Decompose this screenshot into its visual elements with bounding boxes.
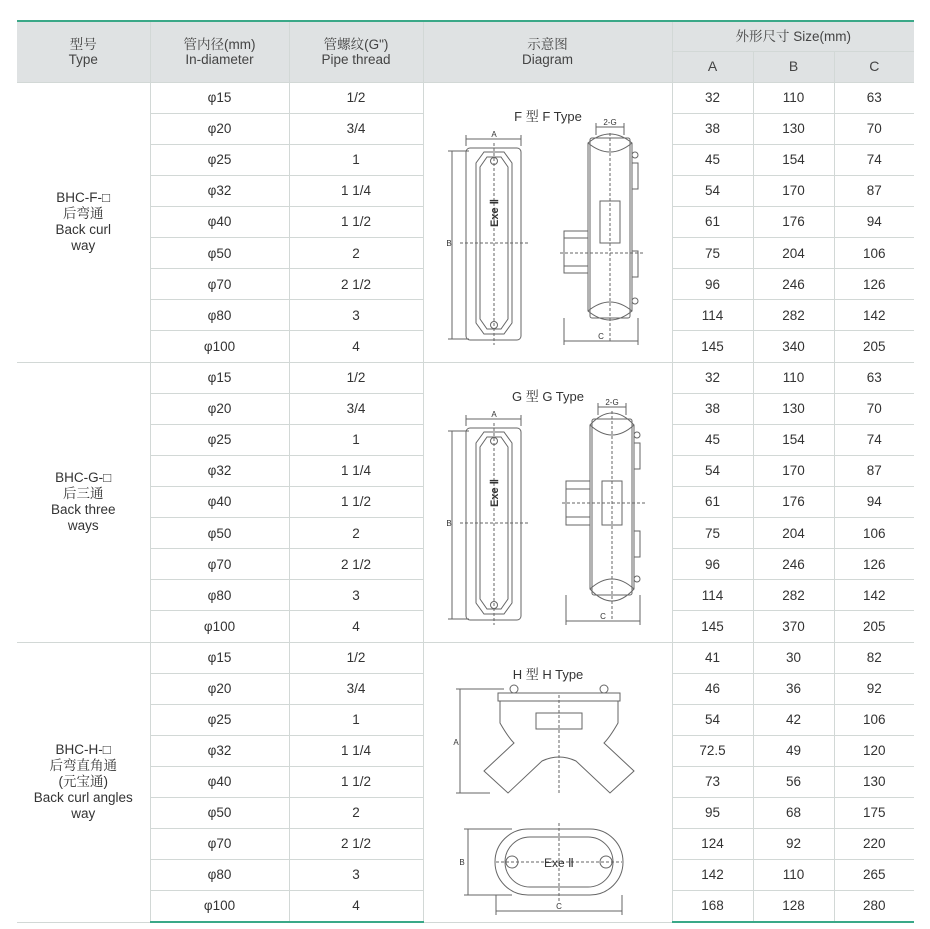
type-cell [17,362,150,642]
thread-cell: 1 1/4 [289,735,423,766]
type-line: Back curl [55,222,112,237]
diameter-cell: φ50 [150,238,289,269]
size-c-cell: 106 [834,518,914,549]
diameter-cell: φ40 [150,486,289,517]
thread-cell: 2 [289,797,423,828]
type-cell [17,642,150,922]
thread-cell: 3 [289,300,423,331]
diagram-g-title: G 型 G Type [511,388,584,404]
size-b-cell: 110 [753,362,834,393]
size-c-cell: 63 [834,82,914,113]
thread-cell: 4 [289,611,423,642]
thread-cell: 1/2 [289,82,423,113]
exe-marking: Exe Ⅱ [488,478,501,507]
thread-cell: 3 [289,580,423,611]
diameter-cell: φ40 [150,766,289,797]
size-a-cell: 73 [672,766,753,797]
size-a-cell: 54 [672,704,753,735]
type-line: ways [67,518,99,533]
header-thread: 管螺纹(G") Pipe thread [289,21,423,82]
size-a-cell: 32 [672,82,753,113]
diameter-cell: φ32 [150,455,289,486]
size-c-cell: 280 [834,890,914,922]
thread-cell: 2 [289,518,423,549]
size-a-cell: 168 [672,890,753,922]
size-b-cell: 92 [753,828,834,859]
diameter-cell: φ32 [150,735,289,766]
size-a-cell: 75 [672,518,753,549]
diameter-cell: φ80 [150,300,289,331]
size-c-cell: 82 [834,642,914,673]
table-row [17,642,914,673]
size-c-cell: 74 [834,424,914,455]
diameter-cell: φ20 [150,113,289,144]
thread-cell: 1 1/4 [289,175,423,206]
diagram-g-type [424,363,672,642]
diameter-cell: φ80 [150,580,289,611]
thread-cell: 1/2 [289,642,423,673]
diameter-cell: φ25 [150,144,289,175]
size-a-cell: 114 [672,580,753,611]
type-line: 后三通 [63,486,104,501]
size-b-cell: 110 [753,82,834,113]
thread-cell: 1/2 [289,362,423,393]
size-c-cell: 94 [834,486,914,517]
size-b-cell: 204 [753,518,834,549]
type-line: way [71,806,96,821]
dim-c-label: C [599,611,606,621]
diameter-cell: φ32 [150,175,289,206]
size-b-cell: 282 [753,580,834,611]
size-c-cell: 63 [834,362,914,393]
dim-b-label: B [458,857,465,867]
diameter-cell: φ40 [150,206,289,237]
size-b-cell: 110 [753,859,834,890]
size-a-cell: 32 [672,362,753,393]
dim-2g-label: 2-G [604,397,619,407]
diameter-cell: φ50 [150,797,289,828]
type-line: BHC-G-□ [55,470,112,485]
type-line: BHC-H-□ [55,742,111,757]
size-b-cell: 154 [753,424,834,455]
size-b-cell: 170 [753,175,834,206]
thread-cell: 1 [289,704,423,735]
diameter-cell: φ15 [150,82,289,113]
dim-a-label: A [490,129,497,139]
thread-cell: 1 1/2 [289,766,423,797]
header-size: 外形尺寸 Size(mm) [672,21,914,51]
thread-cell: 3 [289,859,423,890]
diameter-cell: φ50 [150,518,289,549]
size-c-cell: 130 [834,766,914,797]
thread-cell: 2 1/2 [289,269,423,300]
diameter-cell: φ15 [150,642,289,673]
diagram-f-title: F 型 F Type [513,108,582,124]
diameter-cell: φ25 [150,424,289,455]
size-b-cell: 68 [753,797,834,828]
dim-c-label: C [555,901,562,911]
size-c-cell: 70 [834,113,914,144]
thread-cell: 2 1/2 [289,549,423,580]
size-c-cell: 74 [834,144,914,175]
thread-cell: 1 [289,144,423,175]
diagram-h-type [424,643,672,922]
type-line: Back three [50,502,116,517]
size-c-cell: 126 [834,269,914,300]
size-b-cell: 36 [753,673,834,704]
size-b-cell: 130 [753,113,834,144]
size-c-cell: 265 [834,859,914,890]
type-line: 后弯直角通 [49,758,117,773]
size-c-cell: 205 [834,611,914,642]
size-a-cell: 95 [672,797,753,828]
size-c-cell: 142 [834,300,914,331]
type-line: BHC-F-□ [56,190,111,205]
type-line: Back curl angles [33,790,133,805]
size-a-cell: 41 [672,642,753,673]
diameter-cell: φ15 [150,362,289,393]
type-line: (元宝通) [58,774,108,789]
diameter-cell: φ100 [150,890,289,922]
size-a-cell: 114 [672,300,753,331]
size-b-cell: 204 [753,238,834,269]
thread-cell: 1 1/2 [289,206,423,237]
size-c-cell: 106 [834,704,914,735]
header-col-b: B [753,51,834,82]
size-b-cell: 282 [753,300,834,331]
type-cell [17,82,150,362]
thread-cell: 1 [289,424,423,455]
size-c-cell: 175 [834,797,914,828]
size-b-cell: 246 [753,269,834,300]
dim-2g-label: 2-G [602,117,617,127]
size-b-cell: 56 [753,766,834,797]
thread-cell: 3/4 [289,393,423,424]
size-a-cell: 124 [672,828,753,859]
spec-table [17,20,914,923]
size-a-cell: 142 [672,859,753,890]
size-b-cell: 154 [753,144,834,175]
thread-cell: 1 1/2 [289,486,423,517]
diameter-cell: φ25 [150,704,289,735]
size-a-cell: 61 [672,206,753,237]
spec-table-body [17,82,914,922]
table-row [17,82,914,113]
header-diameter: 管内径(mm) In-diameter [150,21,289,82]
size-b-cell: 176 [753,486,834,517]
type-line: 后弯通 [63,206,104,221]
size-a-cell: 46 [672,673,753,704]
size-a-cell: 96 [672,549,753,580]
dim-b-label: B [445,238,452,248]
thread-cell: 4 [289,331,423,362]
dim-b-label: B [445,518,452,528]
thread-cell: 3/4 [289,113,423,144]
header-col-a: A [672,51,753,82]
diameter-cell: φ70 [150,269,289,300]
exe-marking: Exe Ⅱ [488,198,501,227]
size-c-cell: 142 [834,580,914,611]
diagram-h-title: H 型 H Type [512,666,583,682]
table-row [17,362,914,393]
size-b-cell: 340 [753,331,834,362]
size-c-cell: 120 [834,735,914,766]
thread-cell: 3/4 [289,673,423,704]
size-a-cell: 75 [672,238,753,269]
size-c-cell: 87 [834,175,914,206]
size-b-cell: 176 [753,206,834,237]
size-a-cell: 72.5 [672,735,753,766]
size-c-cell: 70 [834,393,914,424]
thread-cell: 1 1/4 [289,455,423,486]
size-c-cell: 92 [834,673,914,704]
size-b-cell: 30 [753,642,834,673]
diameter-cell: φ100 [150,611,289,642]
header-type: 型号 Type [17,21,150,82]
size-a-cell: 45 [672,144,753,175]
size-a-cell: 145 [672,611,753,642]
size-a-cell: 38 [672,113,753,144]
header-col-c: C [834,51,914,82]
size-b-cell: 130 [753,393,834,424]
size-b-cell: 42 [753,704,834,735]
thread-cell: 4 [289,890,423,922]
diameter-cell: φ70 [150,828,289,859]
size-a-cell: 96 [672,269,753,300]
size-c-cell: 126 [834,549,914,580]
size-b-cell: 170 [753,455,834,486]
size-a-cell: 45 [672,424,753,455]
exe-marking: Exe Ⅱ [543,855,574,870]
diameter-cell: φ80 [150,859,289,890]
dim-a-label: A [490,409,497,419]
size-b-cell: 246 [753,549,834,580]
size-c-cell: 205 [834,331,914,362]
dim-a-label: A [452,737,459,747]
size-b-cell: 49 [753,735,834,766]
size-c-cell: 94 [834,206,914,237]
header-diagram: 示意图 Diagram [423,21,672,82]
size-c-cell: 106 [834,238,914,269]
size-a-cell: 38 [672,393,753,424]
thread-cell: 2 1/2 [289,828,423,859]
diameter-cell: φ20 [150,673,289,704]
size-c-cell: 87 [834,455,914,486]
size-a-cell: 54 [672,175,753,206]
diagram-cell [423,642,672,922]
diameter-cell: φ20 [150,393,289,424]
type-line: way [71,238,96,253]
size-a-cell: 145 [672,331,753,362]
size-a-cell: 54 [672,455,753,486]
dim-c-label: C [597,331,604,341]
size-a-cell: 61 [672,486,753,517]
diameter-cell: φ70 [150,549,289,580]
diagram-cell [423,362,672,642]
diameter-cell: φ100 [150,331,289,362]
diagram-cell [423,82,672,362]
size-c-cell: 220 [834,828,914,859]
size-b-cell: 370 [753,611,834,642]
size-b-cell: 128 [753,890,834,922]
diagram-f-type [424,83,672,362]
thread-cell: 2 [289,238,423,269]
